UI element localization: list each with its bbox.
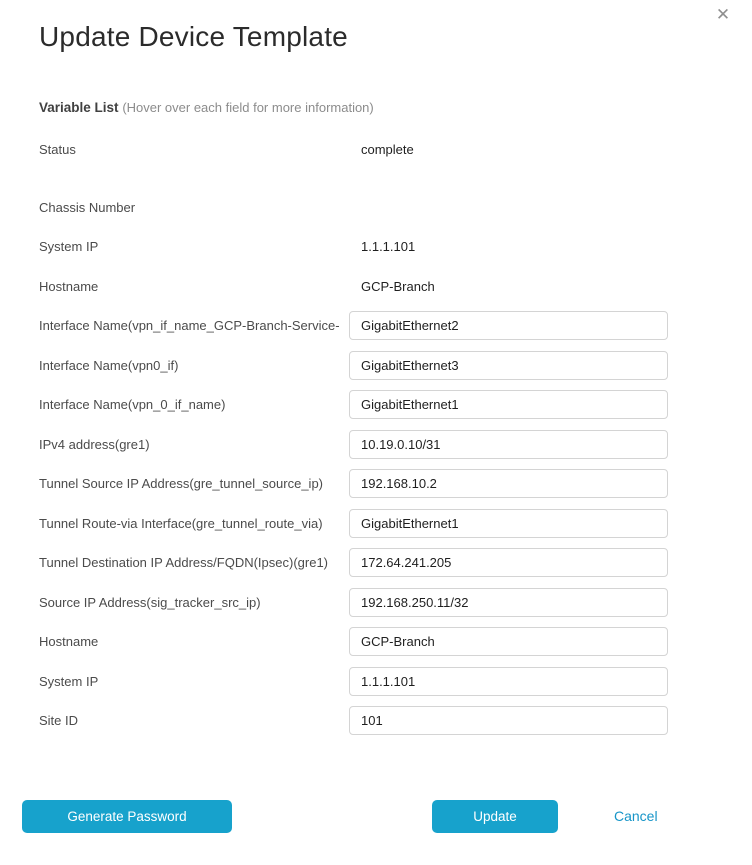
variable-list-label: Variable List [39,100,119,115]
row-tunnel-source-ip [39,464,668,504]
row-site-id [39,701,668,741]
field-label: Hostname [39,278,99,294]
field-value: complete [361,142,414,158]
field-label: Chassis Number [39,199,136,215]
field-label: Interface Name(vpn_if_name_GCP-Branch-Service- [39,318,340,334]
row-chassis-number [39,188,668,228]
field-label: Source IP Address(sig_tracker_src_ip) [39,594,261,610]
field-value: 1.1.1.101 [361,239,416,255]
row-interface-name-service-vpn [39,306,668,346]
row-ipv4-address-gre1 [39,425,668,465]
interface-name-vpn0-if-input[interactable] [349,351,668,380]
field-label: Interface Name(vpn_0_if_name) [39,397,226,413]
tunnel-route-via-input[interactable] [349,509,668,538]
field-label: Hostname [39,634,99,650]
row-system-ip-static [39,227,668,267]
page-title: Update Device Template [39,21,348,52]
ipv4-address-gre1-input[interactable] [349,430,668,459]
variable-list-heading [39,100,752,115]
field-label: Tunnel Route-via Interface(gre_tunnel_route_via) [39,515,323,531]
tunnel-source-ip-input[interactable] [349,469,668,498]
generate-password-button[interactable]: Generate Password [22,800,232,833]
row-system-ip [39,662,668,702]
field-value: GCP-Branch [361,278,435,294]
cancel-button[interactable]: Cancel [614,808,658,824]
close-icon[interactable]: ✕ [712,4,734,26]
tunnel-destination-ip-input[interactable] [349,548,668,577]
field-label: Tunnel Source IP Address(gre_tunnel_source_ip) [39,476,324,492]
field-label: Tunnel Destination IP Address/FQDN(Ipsec)(gre1) [39,555,329,571]
site-id-input[interactable] [349,706,668,735]
interface-name-vpn-0-if-name-input[interactable] [349,390,668,419]
field-label: Interface Name(vpn0_if) [39,357,179,373]
interface-name-service-vpn-input[interactable] [349,311,668,340]
row-interface-name-vpn-0-if-name [39,385,668,425]
field-label: System IP [39,239,99,255]
dialog-footer [0,800,752,834]
row-source-ip-tracker [39,583,668,623]
update-button[interactable]: Update [432,800,558,833]
system-ip-input[interactable] [349,667,668,696]
field-label: IPv4 address(gre1) [39,436,150,452]
field-label: Status [39,142,76,158]
variable-list [39,130,668,741]
row-hostname [39,622,668,662]
row-tunnel-route-via [39,504,668,544]
hostname-input[interactable] [349,627,668,656]
variable-list-hint: (Hover over each field for more information) [122,100,374,115]
row-interface-name-vpn0-if [39,346,668,386]
source-ip-tracker-input[interactable] [349,588,668,617]
row-status [39,130,668,170]
row-tunnel-destination-ip [39,543,668,583]
field-label: Site ID [39,713,79,729]
row-hostname-static [39,267,668,307]
field-label: System IP [39,673,99,689]
